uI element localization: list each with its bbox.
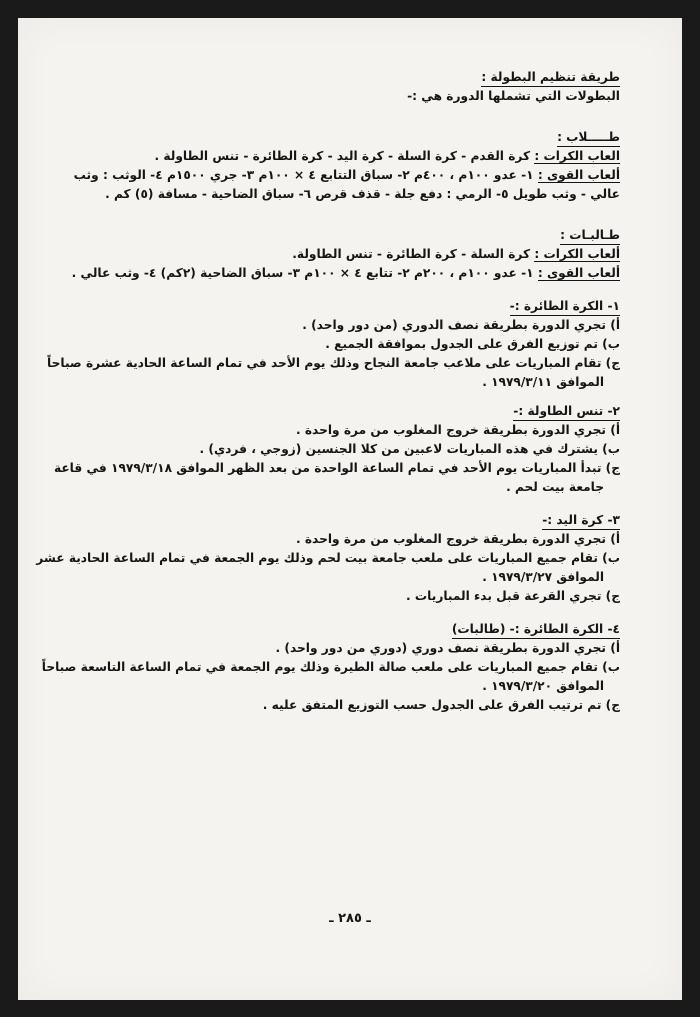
volleyball-female-item-a: أ) تجري الدورة بطريقة نصف دوري (دوري من دور واحد) . [275, 641, 620, 655]
handball-item-c: ج) تجري القرعة قبل بدء المباريات . [406, 589, 620, 603]
volleyball-item-c-cont: الموافق ١٩٧٩/٣/١١ . [482, 375, 604, 389]
students-ball-games [98, 147, 620, 166]
heading-volleyball-female: ٤- الكرة الطائرة :- (طالبات) [452, 621, 620, 639]
students-ball-games-label: العاب الكرات : [534, 149, 620, 163]
handball-item-b-cont: الموافق ١٩٧٩/٣/٢٧ . [482, 570, 604, 584]
female-athletics [71, 264, 620, 283]
volleyball-female-item-c: ج) تم ترتيب الفرق على الجدول حسب التوزيع المتفق عليه . [262, 698, 620, 712]
heading-table-tennis: ٢- تنس الطاولة :- [513, 403, 620, 421]
handball-item-a: أ) تجري الدورة بطريقة خروج المغلوب من مرة واحدة . [295, 532, 620, 546]
volleyball-item-c: ج) تقام المباريات على ملاعب جامعة النجاح وذلك يوم الأحد في تمام الساعة الحادية عشرة صباحاً [47, 356, 620, 370]
document-page [18, 18, 682, 1000]
female-ball-games-text: كرة السلة - كرة الطائرة - تنس الطاولة. [292, 247, 531, 261]
students-athletics-text-2: عالي - وثب طويل ٥- الرمي : دفع جلة - قذف قرص ٦- سباق الضاحية - مسافة (٥) كم . [105, 187, 620, 201]
students-athletics [73, 166, 620, 185]
table-tennis-item-b: ب) يشترك في هذه المباريات لاعبين من كلا الجنسين (زوجي ، فردي) . [199, 442, 620, 456]
heading-female-students: طـالبـات : [560, 227, 620, 245]
handball-item-b: ب) تقام جميع المباريات على ملعب جامعة بيت لحم وذلك يوم الجمعة في تمام الساعة الحادية عشر [36, 551, 620, 565]
female-athletics-label: ألعاب القوى : [537, 266, 620, 280]
female-ball-games [98, 245, 620, 264]
table-tennis-item-c: ج) تبدأ المباريات يوم الأحد في تمام الساعة الواحدة من بعد الظهر الموافق ١٩٧٩/٣/١٨ في قاعة [53, 461, 620, 475]
section-title-organization: طريقة تنظيم البطولة : [481, 69, 620, 87]
table-tennis-item-a: أ) تجري الدورة بطريقة خروج المغلوب من مرة واحدة . [295, 423, 620, 437]
heading-volleyball: ١- الكرة الطائرة :- [510, 298, 620, 316]
page-number: ـ ٢٨٥ ـ [329, 911, 371, 926]
volleyball-item-b: ب) تم توزيع الفرق على الجدول بموافقة الجميع . [325, 337, 620, 351]
document-body [36, 68, 620, 715]
volleyball-item-a: أ) تجري الدورة بطريقة نصف الدوري (من دور واحد) . [302, 318, 620, 332]
students-athletics-text-1: ١- عدو ١٠٠م ، ٤٠٠م ٢- سباق التتابع ٤ × ١٠٠م ٣- جري ١٥٠٠م ٤- الوثب : وثب [73, 168, 534, 182]
female-ball-games-label: ألعاب الكرات : [534, 247, 620, 261]
table-tennis-item-c-cont: جامعة بيت لحم . [506, 480, 604, 494]
intro-subtitle: البطولات التي تشملها الدورة هي :- [407, 89, 620, 103]
heading-handball: ٣- كرة اليد :- [542, 512, 620, 530]
students-athletics-label: ألعاب القوى : [537, 168, 620, 182]
volleyball-female-item-b: ب) تقام جميع المباريات على ملعب صالة الطيرة وذلك يوم الجمعة في تمام الساعة التاسعة صباحاً [41, 660, 620, 674]
volleyball-female-item-b-cont: الموافق ١٩٧٩/٣/٢٠ . [482, 679, 604, 693]
students-ball-games-text: كرة القدم - كرة السلة - كرة اليد - كرة الطائرة - تنس الطاولة . [154, 149, 531, 163]
female-athletics-text: ١- عدو ١٠٠م ، ٢٠٠م ٢- تتابع ٤ × ١٠٠م ٣- سباق الضاحية (٢كم) ٤- وثب عالي . [71, 266, 534, 280]
heading-students: طـــــلاب : [557, 129, 620, 147]
